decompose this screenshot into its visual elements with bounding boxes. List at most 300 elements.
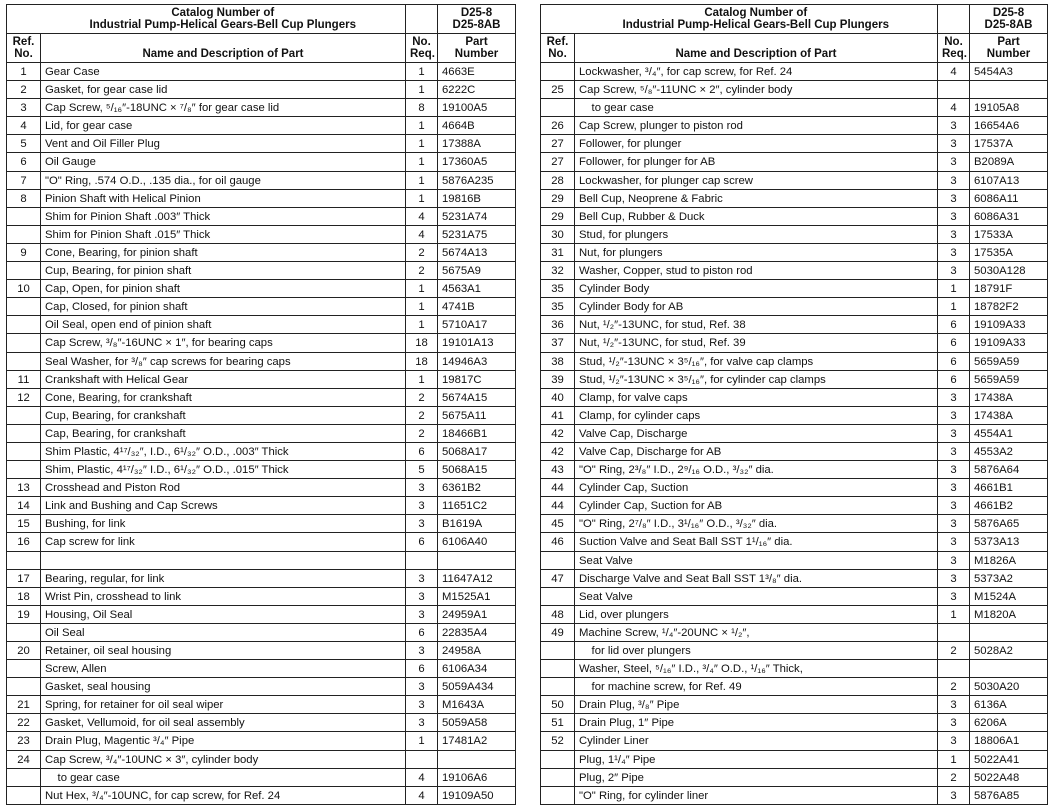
part-number: 19816B [438,189,516,207]
part-number: 19100A5 [438,99,516,117]
ref-no: 14 [7,497,41,515]
table-row [7,569,516,587]
table-row [541,497,1048,515]
table-row [541,334,1048,352]
table-row [7,424,516,442]
ref-no: 23 [7,732,41,750]
part-description: Suction Valve and Seat Ball SST 1¹/₁₆″ dia. [575,533,938,551]
part-number: 6106A40 [438,533,516,551]
ref-no: 15 [7,515,41,533]
table-row [7,370,516,388]
catalog-spacer [406,5,438,34]
qty-required: 1 [406,171,438,189]
part-description: Machine Screw, ¹/₄″-20UNC × ¹/₂″, [575,623,938,641]
ref-no: 22 [7,714,41,732]
ref-no: 19 [7,605,41,623]
part-number: 5028A2 [970,642,1048,660]
part-description: Oil Seal, open end of pinion shaft [41,316,406,334]
ref-no: 7 [7,171,41,189]
ref-no: 38 [541,352,575,370]
part-description: Seal Washer, for ³/₈″ cap screws for bearing caps [41,352,406,370]
part-number: 17533A [970,225,1048,243]
table-row [7,280,516,298]
part-number: M1820A [970,605,1048,623]
ref-no [541,99,575,117]
qty-required: 3 [406,714,438,732]
table-row [541,732,1048,750]
qty-required: 5 [406,461,438,479]
qty-required: 18 [406,334,438,352]
table-row [7,334,516,352]
table-row [7,352,516,370]
part-number: 11647A12 [438,569,516,587]
table-row [7,678,516,696]
qty-required: 3 [406,587,438,605]
ref-no: 11 [7,370,41,388]
part-description: Shim, Plastic, 4¹⁷/₃₂″ I.D., 6¹/₃₂″ O.D., .015″ Thick [41,461,406,479]
part-number: 5876A65 [970,515,1048,533]
part-description: Oil Seal [41,623,406,641]
part-description: Spring, for retainer for oil seal wiper [41,696,406,714]
ref-no: 17 [7,569,41,587]
col-header-ref: Ref. No. [541,34,575,63]
qty-required: 4 [938,63,970,81]
qty-required: 3 [406,605,438,623]
part-description: Plug, 1¹/₄″ Pipe [575,750,938,768]
part-group [7,334,516,424]
catalog-spacer [938,5,970,34]
table-row [7,153,516,171]
part-number: B1619A [438,515,516,533]
ref-no: 29 [541,189,575,207]
table-row [7,551,516,569]
table-row [7,298,516,316]
part-number: 18791F [970,280,1048,298]
part-description: Cap, Open, for pinion shaft [41,280,406,298]
qty-required: 4 [406,207,438,225]
part-number: 5373A13 [970,533,1048,551]
part-number [970,660,1048,678]
part-number: 5030A128 [970,262,1048,280]
ref-no: 51 [541,714,575,732]
part-number: 19101A13 [438,334,516,352]
part-number: 6222C [438,81,516,99]
part-description: Discharge Valve and Seat Ball SST 1³/₈″ dia. [575,569,938,587]
table-row [7,225,516,243]
ref-no: 3 [7,99,41,117]
catalog-title-cell [541,5,575,34]
qty-required: 1 [406,298,438,316]
part-number: 5659A59 [970,352,1048,370]
part-number: 19106A6 [438,768,516,786]
part-group [7,696,516,805]
ref-no: 41 [541,406,575,424]
ref-no: 35 [541,298,575,316]
part-number: M1643A [438,696,516,714]
ref-no: 18 [7,587,41,605]
part-number: 5674A15 [438,388,516,406]
table-row [7,533,516,551]
part-description: Shim for Pinion Shaft .015″ Thick [41,225,406,243]
part-group [7,515,516,605]
part-group [541,605,1048,695]
ref-no: 28 [541,171,575,189]
part-group [541,334,1048,424]
table-row [7,605,516,623]
table-row [541,533,1048,551]
col-header-part: Part Number [438,34,516,63]
qty-required: 3 [938,497,970,515]
part-description: Stud, for plungers [575,225,938,243]
parts-table-right [540,4,1048,805]
ref-no: 40 [541,388,575,406]
part-number: 5022A48 [970,768,1048,786]
table-row [541,352,1048,370]
part-number: 18466B1 [438,424,516,442]
table-row [7,262,516,280]
table-row [7,189,516,207]
qty-required: 3 [938,171,970,189]
qty-required: 6 [406,442,438,460]
qty-required: 3 [938,406,970,424]
qty-required: 3 [406,497,438,515]
qty-required: 2 [406,243,438,261]
part-number: 19109A33 [970,316,1048,334]
ref-no: 45 [541,515,575,533]
col-header-part: Part Number [970,34,1048,63]
ref-no [7,461,41,479]
part-group [541,243,1048,333]
ref-no: 32 [541,262,575,280]
ref-no [7,442,41,460]
part-description: Crankshaft with Helical Gear [41,370,406,388]
part-number: 17438A [970,388,1048,406]
part-number: 4661B2 [970,497,1048,515]
part-number: 5022A41 [970,750,1048,768]
part-number: 5059A434 [438,678,516,696]
part-description: Cup, Bearing, for crankshaft [41,406,406,424]
table-row [541,262,1048,280]
part-description: Lid, for gear case [41,117,406,135]
qty-required: 3 [938,696,970,714]
part-number: 5068A15 [438,461,516,479]
part-group [541,424,1048,514]
part-description: for lid over plungers [575,642,938,660]
part-number: 14946A3 [438,352,516,370]
qty-required: 1 [406,280,438,298]
qty-required: 3 [938,189,970,207]
qty-required: 6 [938,316,970,334]
part-description: Lockwasher, ³/₄″, for cap screw, for Ref. 24 [575,63,938,81]
ref-no: 44 [541,479,575,497]
part-number: 4663E [438,63,516,81]
qty-required: 6 [406,533,438,551]
qty-required: 1 [938,298,970,316]
part-number: 19817C [438,370,516,388]
ref-no: 52 [541,732,575,750]
part-description: Nut Hex, ³/₄″-10UNC, for cap screw, for Ref. 24 [41,786,406,804]
qty-required [406,750,438,768]
ref-no: 39 [541,370,575,388]
table-row [7,243,516,261]
part-number: 18782F2 [970,298,1048,316]
part-description: Nut, for plungers [575,243,938,261]
ref-no: 8 [7,189,41,207]
part-description: Cup, Bearing, for pinion shaft [41,262,406,280]
table-row [541,225,1048,243]
table-row [541,696,1048,714]
part-group [7,605,516,695]
part-description: Gasket, Vellumoid, for oil seal assembly [41,714,406,732]
table-row [541,99,1048,117]
ref-no: 50 [541,696,575,714]
ref-no: 27 [541,153,575,171]
part-description: Washer, Steel, ⁵/₁₆″ I.D., ³/₄″ O.D., ¹/₁₆″ Thick, [575,660,938,678]
table-row [541,714,1048,732]
col-header-name: Name and Description of Part [575,34,938,63]
col-header-qty: No. Req. [938,34,970,63]
table-row [541,768,1048,786]
part-description: Stud, ¹/₂″-13UNC × 3⁵/₁₆″, for valve cap clamps [575,352,938,370]
qty-required: 1 [406,189,438,207]
part-description: Cap screw for link [41,533,406,551]
ref-no: 5 [7,135,41,153]
part-number [970,81,1048,99]
ref-no [7,262,41,280]
part-number: 6107A13 [970,171,1048,189]
part-description: Seat Valve [575,587,938,605]
qty-required: 3 [938,153,970,171]
qty-required: 1 [406,81,438,99]
part-number: 5231A75 [438,225,516,243]
part-number: 5659A59 [970,370,1048,388]
ref-no [7,623,41,641]
part-number: M1826A [970,551,1048,569]
table-row [541,442,1048,460]
part-description: Follower, for plunger for AB [575,153,938,171]
part-number: 5675A9 [438,262,516,280]
ref-no: 13 [7,479,41,497]
table-row [541,623,1048,641]
ref-no: 36 [541,316,575,334]
ref-no: 30 [541,225,575,243]
table-row [7,207,516,225]
part-number: 4664B [438,117,516,135]
qty-required [938,660,970,678]
qty-required: 1 [406,63,438,81]
ref-no [7,207,41,225]
qty-required: 2 [938,768,970,786]
table-row [541,479,1048,497]
ref-no: 21 [7,696,41,714]
ref-no [541,786,575,804]
qty-required [406,551,438,569]
qty-required: 2 [938,642,970,660]
part-description: Cap Screw, ⁵/₁₆″-18UNC × ⁷/₈″ for gear case lid [41,99,406,117]
table-row [541,569,1048,587]
table-row [7,461,516,479]
ref-no: 1 [7,63,41,81]
qty-required: 3 [938,225,970,243]
table-row [7,99,516,117]
part-number: 24958A [438,642,516,660]
qty-required: 3 [938,461,970,479]
table-row [541,81,1048,99]
table-row [541,370,1048,388]
part-description: Cone, Bearing, for crankshaft [41,388,406,406]
qty-required: 1 [938,280,970,298]
model-number: D25-8 D25-8AB [970,5,1048,34]
part-description: Valve Cap, Discharge [575,424,938,442]
table-row [7,732,516,750]
table-row [541,171,1048,189]
ref-no: 29 [541,207,575,225]
part-group [541,153,1048,243]
ref-no [7,768,41,786]
qty-required: 3 [938,479,970,497]
qty-required: 4 [406,768,438,786]
qty-required [938,623,970,641]
qty-required: 2 [406,424,438,442]
table-row [7,515,516,533]
part-group [7,424,516,514]
table-row [7,750,516,768]
catalog-title: Catalog Number of Industrial Pump-Helical Gears-Bell Cup Plungers [575,5,938,34]
table-row [541,424,1048,442]
part-number: 6106A34 [438,660,516,678]
ref-no: 31 [541,243,575,261]
table-row [541,189,1048,207]
table-row [541,117,1048,135]
part-description: Cap Screw, ³/₈″-16UNC × 1″, for bearing caps [41,334,406,352]
ref-no [7,678,41,696]
table-row [541,207,1048,225]
table-row [7,479,516,497]
table-row [7,497,516,515]
part-description: Washer, Copper, stud to piston rod [575,262,938,280]
table-row [7,117,516,135]
ref-no [7,225,41,243]
part-number: 19109A50 [438,786,516,804]
part-number: 6136A [970,696,1048,714]
col-header-qty: No. Req. [406,34,438,63]
catalog-title: Catalog Number of Industrial Pump-Helical Gears-Bell Cup Plungers [41,5,406,34]
part-description: to gear case [575,99,938,117]
ref-no [7,551,41,569]
part-description: Cone, Bearing, for pinion shaft [41,243,406,261]
qty-required: 2 [938,678,970,696]
qty-required: 3 [938,117,970,135]
qty-required: 1 [406,117,438,135]
part-number: 16654A6 [970,117,1048,135]
qty-required: 3 [406,569,438,587]
qty-required: 3 [938,135,970,153]
qty-required: 1 [938,750,970,768]
table-row [7,642,516,660]
part-description: for machine screw, for Ref. 49 [575,678,938,696]
qty-required: 3 [938,569,970,587]
part-description: Cylinder Cap, Suction [575,479,938,497]
part-description: Follower, for plunger [575,135,938,153]
part-description: "O" Ring, 2³/₈″ I.D., 2⁹/₁₆ O.D., ³/₃₂″ dia. [575,461,938,479]
ref-no [7,406,41,424]
part-number: 4741B [438,298,516,316]
ref-no: 10 [7,280,41,298]
qty-required: 3 [406,678,438,696]
part-description: Plug, 2″ Pipe [575,768,938,786]
part-number: 5373A2 [970,569,1048,587]
ref-no: 24 [7,750,41,768]
table-row [541,316,1048,334]
part-description: Bearing, regular, for link [41,569,406,587]
table-row [541,280,1048,298]
ref-no: 42 [541,442,575,460]
ref-no: 47 [541,569,575,587]
part-number: 5068A17 [438,442,516,460]
table-row [7,442,516,460]
part-group [7,243,516,333]
qty-required: 3 [938,424,970,442]
ref-no [541,678,575,696]
part-description: Gasket, for gear case lid [41,81,406,99]
qty-required: 6 [938,334,970,352]
part-number: 6086A31 [970,207,1048,225]
part-number: 18806A1 [970,732,1048,750]
qty-required: 3 [938,533,970,551]
part-number: M1524A [970,587,1048,605]
ref-no: 20 [7,642,41,660]
table-row [541,750,1048,768]
qty-required: 3 [938,551,970,569]
ref-no [7,334,41,352]
qty-required: 3 [938,786,970,804]
part-description: Oil Gauge [41,153,406,171]
ref-no: 6 [7,153,41,171]
part-group [541,63,1048,153]
part-description: Bell Cup, Neoprene & Fabric [575,189,938,207]
part-description: Lid, over plungers [575,605,938,623]
qty-required: 3 [938,442,970,460]
part-description: Lockwasher, for plunger cap screw [575,171,938,189]
part-description: Housing, Oil Seal [41,605,406,623]
part-group [7,153,516,243]
table-row [541,642,1048,660]
qty-required: 4 [406,225,438,243]
qty-required: 4 [938,99,970,117]
part-number [438,551,516,569]
ref-no: 46 [541,533,575,551]
qty-required: 2 [406,406,438,424]
ref-no [7,424,41,442]
ref-no [541,660,575,678]
part-number: 5231A74 [438,207,516,225]
part-description: Screw, Allen [41,660,406,678]
qty-required: 1 [938,605,970,623]
table-row [541,660,1048,678]
part-description: Valve Cap, Discharge for AB [575,442,938,460]
table-row [541,515,1048,533]
part-description: Nut, ¹/₂″-13UNC, for stud, Ref. 39 [575,334,938,352]
part-description: Gasket, seal housing [41,678,406,696]
part-number: 17535A [970,243,1048,261]
part-description: Wrist Pin, crosshead to link [41,587,406,605]
qty-required: 3 [938,587,970,605]
ref-no: 27 [541,135,575,153]
part-description: Drain Plug, 1″ Pipe [575,714,938,732]
ref-no: 35 [541,280,575,298]
part-number: 5675A11 [438,406,516,424]
qty-required: 4 [406,786,438,804]
